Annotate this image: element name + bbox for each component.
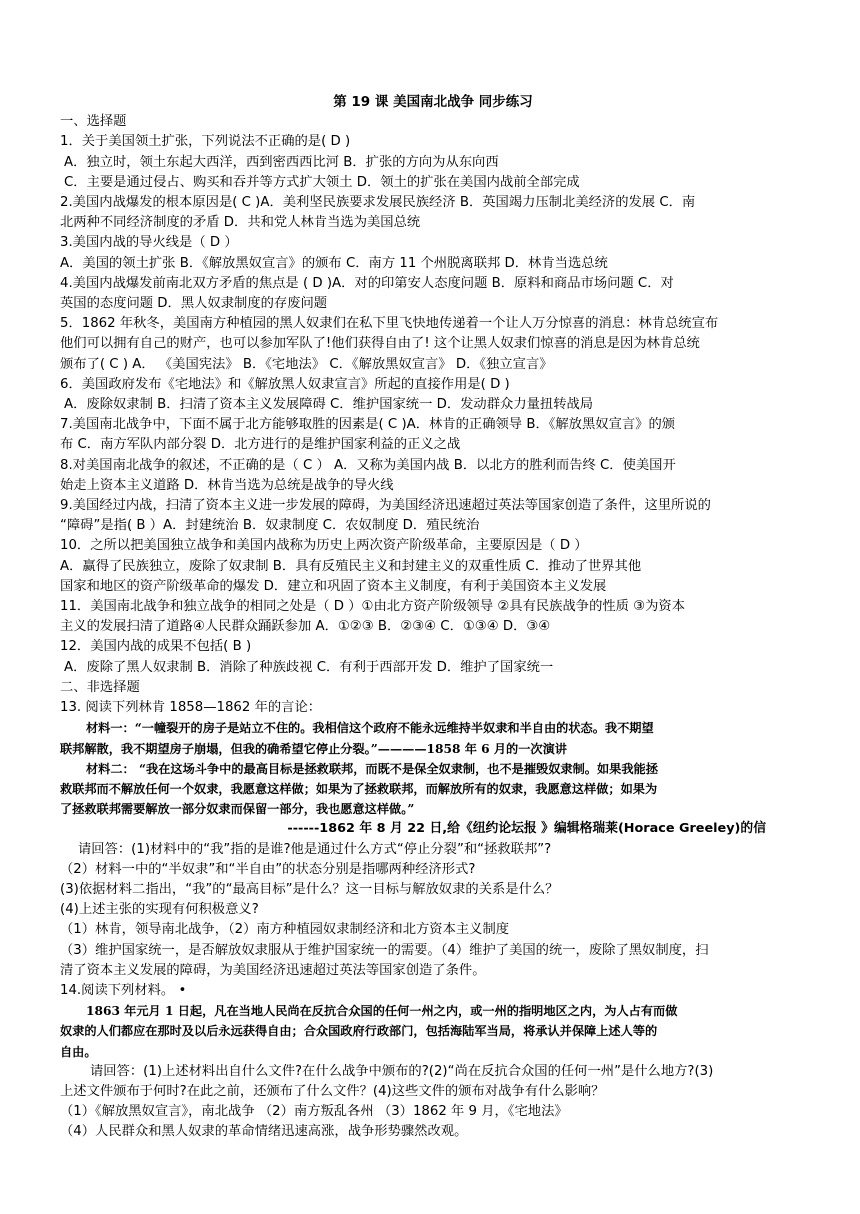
question-5-options: 颁布了( C ) A． 《美国宪法》 B．《宅地法》 C．《解放黑奴宣言》 D．《独立宣言》 bbox=[60, 356, 553, 372]
question-13-ask-1: 请回答：(1)材料中的“我”指的是谁?他是通过什么方式“停止分裂”和“拯救联邦”? bbox=[78, 841, 552, 857]
answer-14-1: （1）《解放黑奴宣言》，南北战争 （2）南方叛乱各州 （3）1862 年 9 月，《宅地法》 bbox=[60, 1104, 568, 1120]
material-2: 材料二： “我在这场斗争中的最高目标是拯救联邦，而既不是保全奴隶制，也不是摧毁奴隶制。如果我能拯 bbox=[86, 761, 658, 776]
question-6-options: A．废除奴隶制 B．扫清了资本主义发展障碍 C．维护国家统一 D．发动群众力量扭转战局 bbox=[64, 397, 594, 413]
question-14: 14.阅读下列材料。 • bbox=[60, 982, 187, 998]
question-2: 2.美国内战爆发的根本原因是( C )A．美利坚民族要求发展民族经济 B．英国竭力压制北美经济的发展 C．南 bbox=[60, 195, 696, 211]
material-3-cont2: 自由。 bbox=[60, 1044, 97, 1059]
question-4-cont: 英国的态度问题 D．黑人奴隶制度的存废问题 bbox=[60, 296, 328, 312]
material-2-cont2: 了拯救联邦需要解放一部分奴隶而保留一部分，我也愿意这样做。” bbox=[60, 802, 415, 817]
material-1-cont: 联邦解散，我不期望房子崩塌，但我的确希望它停止分裂。”————1858 年 6 月的一次演讲 bbox=[60, 741, 567, 756]
material-2-source: ------1862 年 8 月 22 日,给《纽约论坛报 》编辑格瑞莱(Horace Greeley)的信 bbox=[287, 821, 766, 837]
question-13-ask-2: （2）材料一中的“半奴隶”和“半自由”的状态分别是指哪两种经济形式? bbox=[60, 861, 476, 877]
question-8-cont: 始走上资本主义道路 D．林肯当选为总统是战争的导火线 bbox=[60, 477, 394, 493]
question-10-options-ab: A．赢得了民族独立，废除了奴隶制 B．具有反殖民主义和封建主义的双重性质 C．推动了世界其他 bbox=[60, 558, 642, 574]
question-1-options-ab: A．独立时，领土东起大西洋，西到密西西比河 B．扩张的方向为从东向西 bbox=[64, 154, 499, 170]
section-heading-choice: 一、选择题 bbox=[60, 114, 127, 130]
question-11-cont: 主义的发展扫清了道路④人民群众踊跃参加 A．①②③ B．②③④ C．①③④ D．③④ bbox=[60, 619, 551, 635]
material-3-cont: 奴隶的人们都应在那时及以后永远获得自由；合众国政府行政部门，包括海陆军当局，将承认并保障上述人等的 bbox=[60, 1024, 658, 1039]
answer-13-3: 清了资本主义发展的障碍，为美国经济迅速超过英法等国家创造了条件。 bbox=[60, 962, 486, 978]
material-2-cont: 救联邦而不解放任何一个奴隶，我愿意这样做；如果为了拯救联邦，而解放所有的奴隶，我愿意这样做；如果为 bbox=[60, 781, 658, 796]
question-9: 9.美国经过内战，扫清了资本主义进一步发展的障碍，为美国经济迅速超过英法等国家创造了条件，这里所说的 bbox=[60, 498, 711, 514]
question-12-options: A．废除了黑人奴隶制 B．消除了种族歧视 C．有利于西部开发 D．维护了国家统一 bbox=[64, 659, 554, 675]
question-13: 13. 阅读下列林肯 1858—1862 年的言论： bbox=[60, 700, 322, 716]
question-13-ask-4: (4)上述主张的实现有何积极意义? bbox=[60, 902, 259, 918]
answer-14-2: （4）人民群众和黑人奴隶的革命情绪迅速高涨，战争形势骤然改观。 bbox=[60, 1124, 468, 1140]
question-8: 8.对美国南北战争的叙述，不正确的是（ C ） A．又称为美国内战 B．以北方的胜利而告终 C．使美国开 bbox=[60, 457, 676, 473]
question-10: 10．之所以把美国独立战争和美国内战称为历史上两次资产阶级革命，主要原因是（ D ） bbox=[60, 538, 588, 554]
material-1: 材料一：“一幢裂开的房子是站立不住的。我相信这个政府不能永远维持半奴隶和半自由的状态。我不期望 bbox=[86, 721, 654, 736]
question-14-ask-2: 上述文件颁布于何时?在此之前，还颁布了什么文件？(4)这些文件的颁布对战争有什么影响？ bbox=[60, 1083, 605, 1099]
question-10-options-cd: 国家和地区的资产阶级革命的爆发 D．建立和巩固了资本主义制度，有利于美国资本主义发展 bbox=[60, 578, 607, 594]
question-2-cont: 北两种不同经济制度的矛盾 D．共和党人林肯当选为美国总统 bbox=[60, 215, 421, 231]
question-3: 3.美国内战的导火线是（ D ） bbox=[60, 235, 238, 251]
worksheet-page bbox=[60, 92, 806, 1143]
page-title: 第 19 课 美国南北战争 同步练习 bbox=[333, 94, 533, 110]
question-4: 4.美国内战爆发前南北双方矛盾的焦点是 ( D )A．对的印第安人态度问题 B．原料和商品市场问题 C．对 bbox=[60, 275, 674, 291]
question-7: 7.美国南北战争中，下面不属于北方能够取胜的因素是( C )A．林肯的正确领导 B．《解放黑奴宣言》的颁 bbox=[60, 417, 676, 433]
question-13-ask-3: (3)依据材料二指出，“我”的“最高目标”是什么？这一目标与解放奴隶的关系是什么？ bbox=[60, 881, 559, 897]
question-6: 6．美国政府发布《宅地法》和《解放黑人奴隶宣言》所起的直接作用是( D ) bbox=[60, 376, 510, 392]
question-12: 12．美国内战的成果不包括( B ) bbox=[60, 639, 252, 655]
answer-13-1: （1）林肯，领导南北战争，（2）南方种植园奴隶制经济和北方资本主义制度 bbox=[60, 922, 510, 938]
question-5-cont: 他们可以拥有自己的财产，也可以参加军队了!他们获得自由了! 这个让黑人奴隶们惊喜的消息是因为林肯总统 bbox=[60, 336, 700, 352]
question-1-options-cd: C．主要是通过侵占、购买和吞并等方式扩大领土 D．领土的扩张在美国内战前全部完成 bbox=[64, 174, 580, 190]
section-heading-nonchoice: 二、非选择题 bbox=[60, 679, 140, 695]
material-3: 1863 年元月 1 日起，凡在当地人民尚在反抗合众国的任何一州之内，或一州的指明地区之内，为人占有而做 bbox=[86, 1004, 678, 1019]
question-5: 5．1862 年秋冬，美国南方种植园的黑人奴隶们在私下里飞快地传递着一个让人万分惊喜的消息：林肯总统宣布 bbox=[60, 316, 719, 332]
question-7-cont: 布 C．南方军队内部分裂 D．北方进行的是维护国家利益的正义之战 bbox=[60, 437, 461, 453]
question-3-options: A．美国的领土扩张 B．《解放黑奴宣言》的颁布 C．南方 11 个州脱离联邦 D．林肯当选总统 bbox=[60, 255, 608, 271]
answer-13-2: （3）维护国家统一，是否解放奴隶服从于维护国家统一的需要。（4）维护了美国的统一，废除了黑奴制度，扫 bbox=[60, 942, 709, 958]
question-14-ask-1: 请回答：(1)上述材料出自什么文件?在什么战争中颁布的?(2)“尚在反抗合众国的任何一州”是什么地方?(3) bbox=[90, 1063, 714, 1079]
question-1: 1．关于美国领土扩张，下列说法不正确的是( D ) bbox=[60, 134, 351, 150]
question-11: 11．美国南北战争和独立战争的相同之处是（ D ）①由北方资产阶级领导 ②具有民族战争的性质 ③为资本 bbox=[60, 599, 685, 615]
question-9-cont: “障碍”是指( B ）A．封建统治 B．奴隶制度 C．农奴制度 D．殖民统治 bbox=[60, 518, 480, 534]
